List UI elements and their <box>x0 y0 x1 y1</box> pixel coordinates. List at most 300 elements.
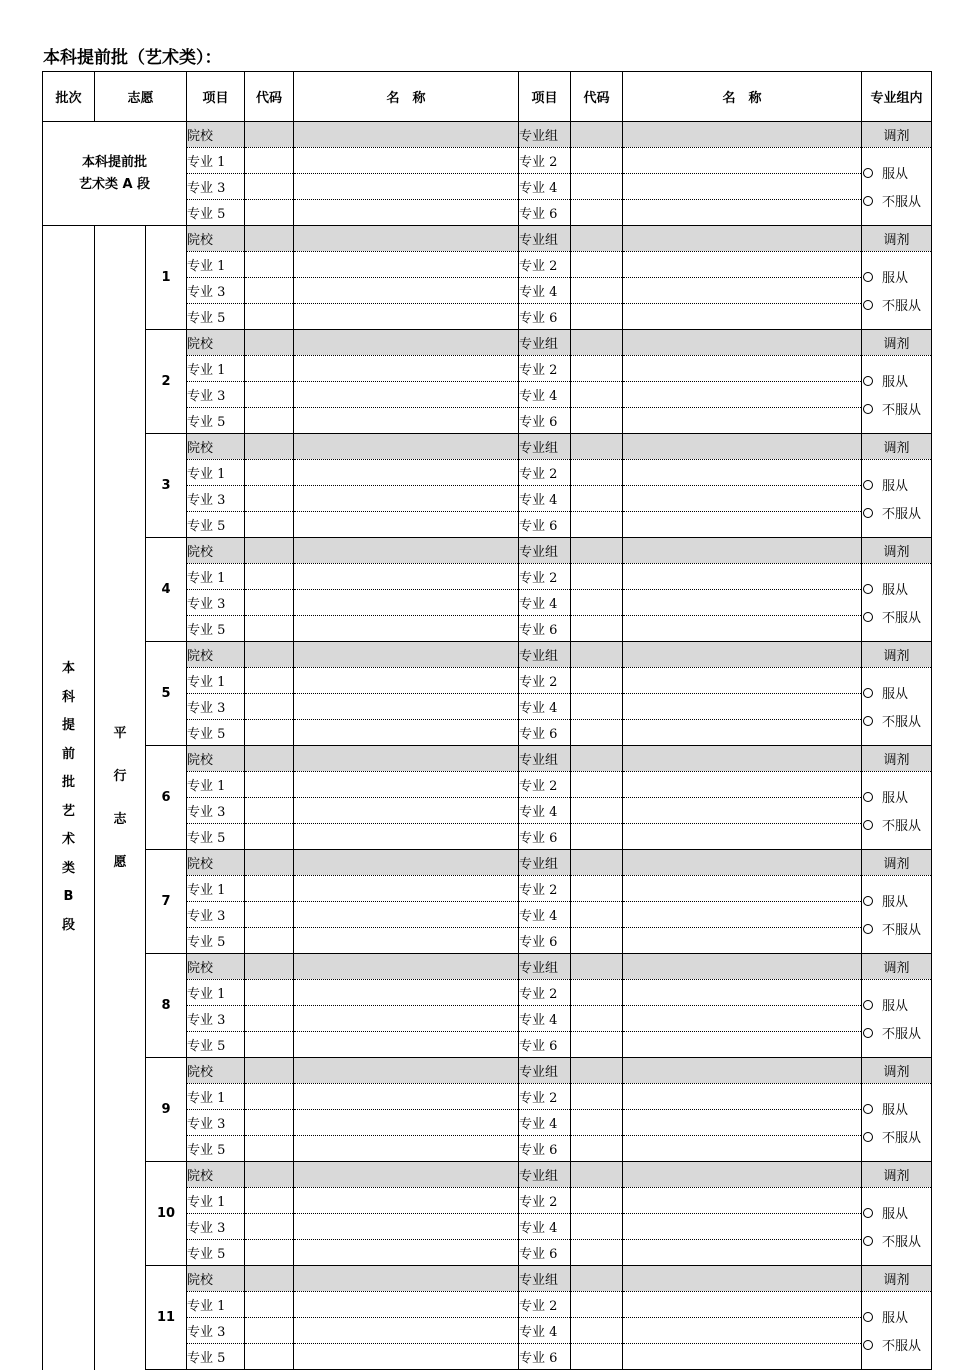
major-name-cell[interactable] <box>294 1032 519 1058</box>
radio-circle-icon[interactable] <box>863 1028 873 1038</box>
major-code-cell[interactable] <box>571 382 623 408</box>
major-name-cell[interactable] <box>294 174 519 200</box>
major-code-cell[interactable] <box>571 1214 623 1240</box>
major-name-cell[interactable] <box>623 512 862 538</box>
college-code-cell[interactable] <box>245 746 294 772</box>
option-not-obey[interactable] <box>862 1019 931 1047</box>
major-code-cell[interactable] <box>245 1006 294 1032</box>
group-code-cell[interactable] <box>571 746 623 772</box>
college-name-cell[interactable] <box>294 1266 519 1292</box>
major-name-cell[interactable] <box>623 798 862 824</box>
major-name-cell[interactable] <box>623 1084 862 1110</box>
option-obey[interactable] <box>862 471 931 499</box>
adjust-label: 调剂 <box>862 122 932 148</box>
major-name-cell[interactable] <box>623 304 862 330</box>
college-code-cell[interactable] <box>245 1162 294 1188</box>
group-code-cell[interactable] <box>571 226 623 252</box>
major-name-cell[interactable] <box>623 408 862 434</box>
option-not-obey[interactable] <box>862 811 931 839</box>
major-label: 专业 1 <box>187 356 245 382</box>
major-code-cell[interactable] <box>245 408 294 434</box>
option-obey[interactable] <box>862 1303 931 1331</box>
major-name-cell[interactable] <box>294 1292 519 1318</box>
major-code-cell[interactable] <box>571 1006 623 1032</box>
major-code-cell[interactable] <box>245 876 294 902</box>
major-name-cell[interactable] <box>623 252 862 278</box>
option-not-obey[interactable] <box>862 915 931 943</box>
option-not-obey[interactable] <box>862 1123 931 1151</box>
major-code-cell[interactable] <box>245 590 294 616</box>
group-name-cell[interactable] <box>623 226 862 252</box>
radio-circle-icon[interactable] <box>863 1000 873 1010</box>
college-name-cell[interactable] <box>294 850 519 876</box>
college-code-cell[interactable] <box>245 538 294 564</box>
major-name-cell[interactable] <box>623 928 862 954</box>
major-code-cell[interactable] <box>571 980 623 1006</box>
major-name-cell[interactable] <box>623 278 862 304</box>
radio-circle-icon[interactable] <box>863 688 873 698</box>
major-name-cell[interactable] <box>623 1318 862 1344</box>
major-code-cell[interactable] <box>245 1214 294 1240</box>
college-code-cell[interactable] <box>245 122 294 148</box>
major-code-cell[interactable] <box>245 200 294 226</box>
major-name-cell[interactable] <box>294 356 519 382</box>
major-name-cell[interactable] <box>623 382 862 408</box>
major-name-cell[interactable] <box>294 1084 519 1110</box>
major-name-cell[interactable] <box>623 1006 862 1032</box>
major-label: 专业 6 <box>519 408 571 434</box>
major-code-cell[interactable] <box>245 1136 294 1162</box>
major-name-cell[interactable] <box>294 902 519 928</box>
major-name-cell[interactable] <box>623 486 862 512</box>
college-code-cell[interactable] <box>245 954 294 980</box>
adjust-label: 调剂 <box>862 226 932 252</box>
major-name-cell[interactable] <box>623 1110 862 1136</box>
group-name-cell[interactable] <box>623 1162 862 1188</box>
option-obey[interactable] <box>862 159 931 187</box>
radio-circle-icon[interactable] <box>863 272 873 282</box>
college-name-cell[interactable] <box>294 1162 519 1188</box>
option-not-obey[interactable] <box>862 187 931 215</box>
major-code-cell[interactable] <box>245 278 294 304</box>
major-label: 专业 4 <box>519 1214 571 1240</box>
major-label: 专业 5 <box>187 512 245 538</box>
major-label: 专业 2 <box>519 876 571 902</box>
adjust-label: 调剂 <box>862 330 932 356</box>
radio-circle-icon[interactable] <box>863 480 873 490</box>
major-code-cell[interactable] <box>571 824 623 850</box>
major-code-cell[interactable] <box>571 1032 623 1058</box>
major-name-cell[interactable] <box>294 1214 519 1240</box>
major-code-cell[interactable] <box>571 174 623 200</box>
radio-circle-icon[interactable] <box>863 196 873 206</box>
major-label: 专业 1 <box>187 148 245 174</box>
major-name-cell[interactable] <box>623 980 862 1006</box>
major-name-cell[interactable] <box>294 720 519 746</box>
major-name-cell[interactable] <box>294 382 519 408</box>
major-name-cell[interactable] <box>294 304 519 330</box>
major-code-cell[interactable] <box>245 1110 294 1136</box>
major-code-cell[interactable] <box>571 1110 623 1136</box>
major-code-cell[interactable] <box>571 616 623 642</box>
major-code-cell[interactable] <box>571 200 623 226</box>
major-name-cell[interactable] <box>294 460 519 486</box>
major-label: 专业 4 <box>519 1006 571 1032</box>
major-code-cell[interactable] <box>245 668 294 694</box>
radio-circle-icon[interactable] <box>863 584 873 594</box>
adjust-label: 调剂 <box>862 434 932 460</box>
group-name-cell[interactable] <box>623 954 862 980</box>
radio-circle-icon[interactable] <box>863 820 873 830</box>
major-code-cell[interactable] <box>245 304 294 330</box>
major-code-cell[interactable] <box>571 1188 623 1214</box>
radio-circle-icon[interactable] <box>863 716 873 726</box>
group-name-cell[interactable] <box>623 1266 862 1292</box>
major-name-cell[interactable] <box>623 1136 862 1162</box>
adjust-label: 调剂 <box>862 538 932 564</box>
major-label: 专业 4 <box>519 174 571 200</box>
major-code-cell[interactable] <box>571 1136 623 1162</box>
option-obey-label: 服从 <box>882 167 909 182</box>
major-code-cell[interactable] <box>571 252 623 278</box>
college-name-cell[interactable] <box>294 434 519 460</box>
group-code-cell[interactable] <box>571 122 623 148</box>
group-code-cell[interactable] <box>571 538 623 564</box>
college-name-cell[interactable] <box>294 954 519 980</box>
major-code-cell[interactable] <box>571 1292 623 1318</box>
major-label: 专业 1 <box>187 772 245 798</box>
major-name-cell[interactable] <box>294 1240 519 1266</box>
major-name-cell[interactable] <box>623 1032 862 1058</box>
major-label: 专业 3 <box>187 174 245 200</box>
major-code-cell[interactable] <box>571 772 623 798</box>
volunteer-number: 8 <box>146 954 187 1058</box>
major-name-cell[interactable] <box>623 902 862 928</box>
college-row <box>43 330 932 356</box>
radio-circle-icon[interactable] <box>863 896 873 906</box>
major-code-cell[interactable] <box>571 460 623 486</box>
option-not-obey[interactable] <box>862 395 931 423</box>
major-label: 专业 2 <box>519 1084 571 1110</box>
major-name-cell[interactable] <box>623 720 862 746</box>
major-name-cell[interactable] <box>623 564 862 590</box>
major-name-cell[interactable] <box>623 668 862 694</box>
major-label: 专业 2 <box>519 356 571 382</box>
radio-circle-icon[interactable] <box>863 612 873 622</box>
major-name-cell[interactable] <box>294 798 519 824</box>
major-label: 专业 2 <box>519 1292 571 1318</box>
college-name-cell[interactable] <box>294 746 519 772</box>
major-code-cell[interactable] <box>245 694 294 720</box>
major-label: 专业 2 <box>519 564 571 590</box>
major-name-cell[interactable] <box>623 824 862 850</box>
radio-circle-icon[interactable] <box>863 1340 873 1350</box>
volunteer-number: 1 <box>146 226 187 330</box>
major-code-cell[interactable] <box>245 564 294 590</box>
major-code-cell[interactable] <box>571 590 623 616</box>
major-code-cell[interactable] <box>571 1318 623 1344</box>
group-label: 专业组 <box>519 1162 571 1188</box>
major-label: 专业 1 <box>187 876 245 902</box>
college-name-cell[interactable] <box>294 330 519 356</box>
major-name-cell[interactable] <box>623 1240 862 1266</box>
group-label: 专业组 <box>519 538 571 564</box>
college-name-cell[interactable] <box>294 226 519 252</box>
major-name-cell[interactable] <box>294 928 519 954</box>
group-name-cell[interactable] <box>623 122 862 148</box>
radio-circle-icon[interactable] <box>863 376 873 386</box>
option-not-obey-label: 不服从 <box>882 1339 922 1354</box>
major-label: 专业 5 <box>187 824 245 850</box>
major-name-cell[interactable] <box>294 200 519 226</box>
option-not-obey[interactable] <box>862 707 931 735</box>
option-not-obey[interactable] <box>862 499 931 527</box>
major-code-cell[interactable] <box>245 902 294 928</box>
option-obey[interactable] <box>862 991 931 1019</box>
option-not-obey-label: 不服从 <box>882 195 922 210</box>
major-name-cell[interactable] <box>294 590 519 616</box>
major-code-cell[interactable] <box>245 720 294 746</box>
major-code-cell[interactable] <box>245 512 294 538</box>
major-code-cell[interactable] <box>245 928 294 954</box>
group-name-cell[interactable] <box>623 434 862 460</box>
major-label: 专业 3 <box>187 902 245 928</box>
major-code-cell[interactable] <box>245 616 294 642</box>
group-code-cell[interactable] <box>571 1266 623 1292</box>
major-name-cell[interactable] <box>623 1344 862 1370</box>
college-code-cell[interactable] <box>245 434 294 460</box>
group-name-cell[interactable] <box>623 330 862 356</box>
college-label: 院校 <box>187 434 245 460</box>
major-code-cell[interactable] <box>245 460 294 486</box>
option-obey[interactable] <box>862 679 931 707</box>
major-name-cell[interactable] <box>294 1006 519 1032</box>
group-code-cell[interactable] <box>571 1162 623 1188</box>
option-obey[interactable] <box>862 367 931 395</box>
major-label: 专业 3 <box>187 798 245 824</box>
group-name-cell[interactable] <box>623 538 862 564</box>
major-code-cell[interactable] <box>571 928 623 954</box>
major-label: 专业 4 <box>519 798 571 824</box>
major-code-cell[interactable] <box>571 278 623 304</box>
major-name-cell[interactable] <box>623 1292 862 1318</box>
header-code-2: 代码 <box>571 72 623 122</box>
major-name-cell[interactable] <box>623 200 862 226</box>
major-code-cell[interactable] <box>571 876 623 902</box>
header-name-2: 名 称 <box>623 72 862 122</box>
major-name-cell[interactable] <box>623 876 862 902</box>
major-label: 专业 4 <box>519 486 571 512</box>
major-code-cell[interactable] <box>245 1292 294 1318</box>
major-label: 专业 1 <box>187 564 245 590</box>
college-row <box>43 1162 932 1188</box>
option-not-obey-label: 不服从 <box>882 403 922 418</box>
major-name-cell[interactable] <box>294 1318 519 1344</box>
college-code-cell[interactable] <box>245 1266 294 1292</box>
major-name-cell[interactable] <box>623 772 862 798</box>
group-code-cell[interactable] <box>571 434 623 460</box>
major-name-cell[interactable] <box>623 356 862 382</box>
header-volunteer: 志愿 <box>95 72 187 122</box>
major-code-cell[interactable] <box>245 1240 294 1266</box>
adjust-options <box>862 1084 932 1162</box>
option-obey[interactable] <box>862 887 931 915</box>
major-code-cell[interactable] <box>571 408 623 434</box>
radio-circle-icon[interactable] <box>863 1312 873 1322</box>
major-code-cell[interactable] <box>571 720 623 746</box>
major-code-cell[interactable] <box>571 668 623 694</box>
major-code-cell[interactable] <box>571 1240 623 1266</box>
major-code-cell[interactable] <box>245 356 294 382</box>
group-code-cell[interactable] <box>571 642 623 668</box>
adjust-label: 调剂 <box>862 850 932 876</box>
major-label: 专业 5 <box>187 1344 245 1370</box>
option-obey[interactable] <box>862 1199 931 1227</box>
major-name-cell[interactable] <box>294 148 519 174</box>
option-not-obey[interactable] <box>862 1331 931 1359</box>
major-name-cell[interactable] <box>294 772 519 798</box>
college-name-cell[interactable] <box>294 1058 519 1084</box>
adjust-options <box>862 356 932 434</box>
college-name-cell[interactable] <box>294 538 519 564</box>
major-name-cell[interactable] <box>294 1110 519 1136</box>
radio-circle-icon[interactable] <box>863 1104 873 1114</box>
major-name-cell[interactable] <box>623 694 862 720</box>
college-code-cell[interactable] <box>245 642 294 668</box>
major-code-cell[interactable] <box>571 798 623 824</box>
major-label: 专业 6 <box>519 200 571 226</box>
option-not-obey[interactable] <box>862 603 931 631</box>
major-code-cell[interactable] <box>245 486 294 512</box>
group-label: 专业组 <box>519 330 571 356</box>
option-not-obey[interactable] <box>862 291 931 319</box>
major-name-cell[interactable] <box>294 824 519 850</box>
option-obey[interactable] <box>862 1095 931 1123</box>
major-code-cell[interactable] <box>245 382 294 408</box>
group-code-cell[interactable] <box>571 850 623 876</box>
college-row <box>43 1266 932 1292</box>
group-code-cell[interactable] <box>571 1058 623 1084</box>
major-code-cell[interactable] <box>571 512 623 538</box>
option-obey-label: 服从 <box>882 479 909 494</box>
option-obey[interactable] <box>862 263 931 291</box>
major-code-cell[interactable] <box>245 798 294 824</box>
major-code-cell[interactable] <box>245 148 294 174</box>
group-name-cell[interactable] <box>623 850 862 876</box>
major-code-cell[interactable] <box>571 356 623 382</box>
college-code-cell[interactable] <box>245 226 294 252</box>
group-name-cell[interactable] <box>623 642 862 668</box>
adjust-options <box>862 1292 932 1370</box>
major-name-cell[interactable] <box>294 1188 519 1214</box>
major-name-cell[interactable] <box>294 278 519 304</box>
college-name-cell[interactable] <box>294 122 519 148</box>
major-name-cell[interactable] <box>294 876 519 902</box>
major-label: 专业 3 <box>187 382 245 408</box>
major-code-cell[interactable] <box>571 1344 623 1370</box>
college-row <box>43 1058 932 1084</box>
radio-circle-icon[interactable] <box>863 1132 873 1142</box>
major-name-cell[interactable] <box>623 460 862 486</box>
college-row <box>43 434 932 460</box>
major-name-cell[interactable] <box>294 1136 519 1162</box>
major-name-cell[interactable] <box>294 668 519 694</box>
major-code-cell[interactable] <box>245 824 294 850</box>
college-code-cell[interactable] <box>245 1058 294 1084</box>
college-name-cell[interactable] <box>294 642 519 668</box>
option-obey-label: 服从 <box>882 999 909 1014</box>
group-code-cell[interactable] <box>571 330 623 356</box>
radio-circle-icon[interactable] <box>863 300 873 310</box>
major-code-cell[interactable] <box>245 772 294 798</box>
major-code-cell[interactable] <box>571 304 623 330</box>
major-name-cell[interactable] <box>623 1188 862 1214</box>
major-name-cell[interactable] <box>623 174 862 200</box>
radio-circle-icon[interactable] <box>863 168 873 178</box>
radio-circle-icon[interactable] <box>863 792 873 802</box>
major-name-cell[interactable] <box>623 590 862 616</box>
radio-circle-icon[interactable] <box>863 1236 873 1246</box>
major-code-cell[interactable] <box>571 902 623 928</box>
major-code-cell[interactable] <box>245 1084 294 1110</box>
major-name-cell[interactable] <box>294 252 519 278</box>
major-name-cell[interactable] <box>294 408 519 434</box>
radio-circle-icon[interactable] <box>863 924 873 934</box>
major-name-cell[interactable] <box>294 694 519 720</box>
college-code-cell[interactable] <box>245 850 294 876</box>
radio-circle-icon[interactable] <box>863 508 873 518</box>
volunteer-number: 10 <box>146 1162 187 1266</box>
major-name-cell[interactable] <box>294 616 519 642</box>
major-code-cell[interactable] <box>245 174 294 200</box>
major-code-cell[interactable] <box>245 980 294 1006</box>
college-code-cell[interactable] <box>245 330 294 356</box>
option-obey[interactable] <box>862 575 931 603</box>
major-label: 专业 4 <box>519 1110 571 1136</box>
option-not-obey[interactable] <box>862 1227 931 1255</box>
major-name-cell[interactable] <box>623 1214 862 1240</box>
major-code-cell[interactable] <box>245 252 294 278</box>
major-name-cell[interactable] <box>294 980 519 1006</box>
radio-circle-icon[interactable] <box>863 404 873 414</box>
major-name-cell[interactable] <box>623 616 862 642</box>
group-code-cell[interactable] <box>571 954 623 980</box>
section-a-label-line: 本科提前批 <box>82 154 148 170</box>
major-code-cell[interactable] <box>571 694 623 720</box>
major-label: 专业 3 <box>187 278 245 304</box>
major-name-cell[interactable] <box>294 1344 519 1370</box>
major-label: 专业 5 <box>187 408 245 434</box>
major-code-cell[interactable] <box>245 1318 294 1344</box>
group-name-cell[interactable] <box>623 1058 862 1084</box>
major-code-cell[interactable] <box>245 1188 294 1214</box>
adjust-label: 调剂 <box>862 1162 932 1188</box>
major-name-cell[interactable] <box>294 564 519 590</box>
major-code-cell[interactable] <box>571 1084 623 1110</box>
major-name-cell[interactable] <box>294 512 519 538</box>
option-obey-label: 服从 <box>882 895 909 910</box>
major-code-cell[interactable] <box>571 564 623 590</box>
major-name-cell[interactable] <box>623 148 862 174</box>
radio-circle-icon[interactable] <box>863 1208 873 1218</box>
major-name-cell[interactable] <box>294 486 519 512</box>
major-code-cell[interactable] <box>245 1032 294 1058</box>
major-code-cell[interactable] <box>245 1344 294 1370</box>
major-code-cell[interactable] <box>571 148 623 174</box>
option-obey[interactable] <box>862 783 931 811</box>
group-name-cell[interactable] <box>623 746 862 772</box>
major-code-cell[interactable] <box>571 486 623 512</box>
